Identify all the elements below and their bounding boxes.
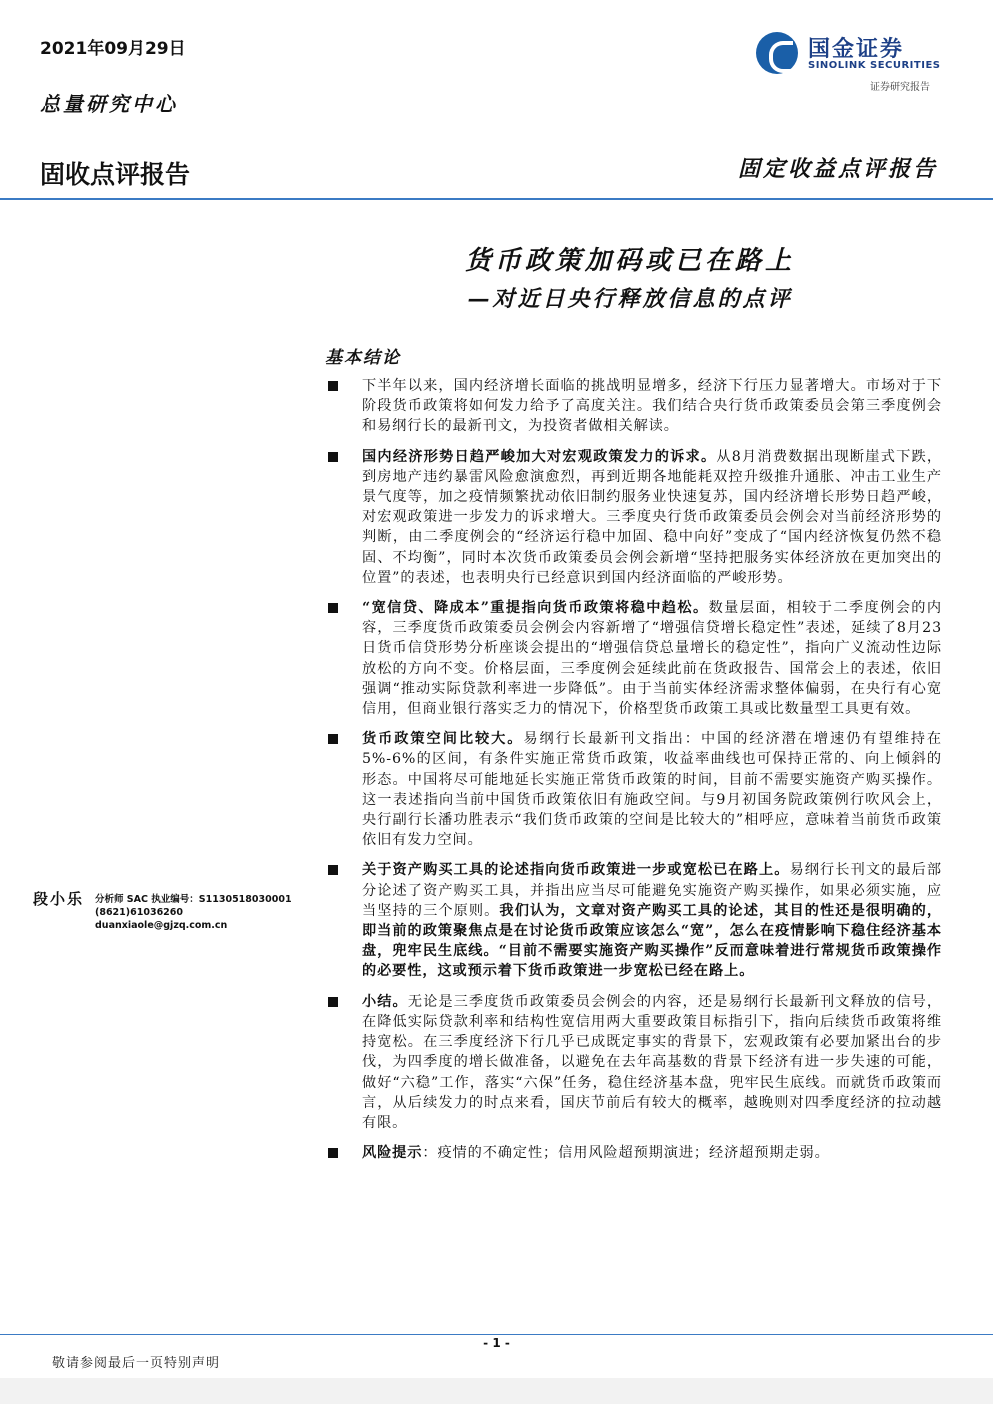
- page-subtitle: —对近日央行释放信息的点评: [467, 286, 793, 312]
- bullet-lead: 国内经济形势日趋严峻加大对宏观政策发力的诉求。: [362, 448, 717, 465]
- analyst-name: 段小乐: [33, 890, 85, 908]
- bullet-text: 易纲行长刊文的最后部分论述了资产购买工具，并指出应当尽可能避免实施资产购买操作，如果必须实施，应当坚持的三个原则。: [362, 862, 942, 919]
- bullet-text: 下半年以来，国内经济增长面临的挑战明显增多，经济下行压力显著增大。市场对于下阶段货币政策将如何发力给予了高度关注。我们结合央行货币政策委员会第三季度例会和易纲行长的最新刊文，为投资者做相关解读。: [362, 378, 942, 435]
- analyst-license: 分析师 SAC 执业编号：S1130518030001: [95, 894, 292, 905]
- report-type-label: 固收点评报告: [40, 160, 191, 189]
- list-item: [326, 376, 942, 437]
- research-center-name: 总量研究中心: [40, 92, 178, 116]
- list-item: [326, 860, 942, 981]
- conclusion-list: [326, 376, 942, 1173]
- bullet-text: 无论是三季度货币政策委员会例会的内容，还是易纲行长最新刊文释放的信号，在降低实际贷款利率和结构性宽信用两大重要政策目标指引下，指向后续货币政策将维持宽松。在三季度经济下行几乎已成既定事实的背景下，宏观政策有必要加紧出台的步伐，为四季度的增长做准备，以避免在去年高基数的背景下经济有进一步失速的可能，做好“六稳”工作，落实“六保”任务，稳住经济基本盘，兜牢民生底线。而就货币政策而言，从后续发力的时点来看，国庆节前后有较大的概率，越晚则对四季度经济的拉动越有限。: [362, 993, 942, 1131]
- footer-divider: [0, 1334, 993, 1335]
- list-item: [326, 1143, 942, 1163]
- page-title: 货币政策加码或已在路上: [464, 246, 795, 276]
- bullet-square-icon: [328, 452, 338, 462]
- list-item: [326, 992, 942, 1133]
- bullet-text: 数量层面，相较于二季度例会的内容，三季度货币政策委员会例会内容新增了“增强信贷增长稳定性”表述，延续了8月23日货币信贷形势分析座谈会提出的“增强信贷总量增长的稳定性”，指向广义流动性边际放松的方向不变。价格层面，三季度例会延续此前在货政报告、国常会上的表述，依旧强调“推动实际贷款利率进一步降低”。由于当前实体经济需求整体偏弱，在央行有心宽信用，但商业银行落实乏力的情况下，价格型货币政策工具或比数量型工具更有效。: [362, 600, 942, 718]
- bullet-square-icon: [328, 1148, 338, 1158]
- header-divider: [0, 198, 993, 200]
- page-number: - 1 -: [483, 1336, 510, 1350]
- bullet-square-icon: [328, 997, 338, 1007]
- bullet-square-icon: [328, 381, 338, 391]
- bullet-lead: 货币政策空间比较大。: [362, 731, 524, 748]
- logo-mark-icon: [756, 32, 798, 74]
- report-category-label: 固定收益点评报告: [737, 156, 938, 182]
- logo-subtitle: 证券研究报告: [870, 82, 930, 93]
- report-date: 2021年09月29日: [40, 39, 186, 59]
- bullet-text: 易纲行长最新刊文指出：中国的经济潜在增速仍有望维持在5%-6%的区间，有条件实施正常货币政策，收益率曲线也可保持正常的、向上倾斜的形态。中国将尽可能地延长实施正常货币政策的时间，目前不需要实施资产购买操作。这一表述指向当前中国货币政策依旧有施政空间。与9月初国务院政策例行吹风会上，央行副行长潘功胜表示“我们货币政策的空间是比较大的”相呼应，意味着当前货币政策依旧有发力空间。: [362, 731, 942, 849]
- bullet-bold-tail: 我们认为，文章对资产购买工具的论述，其目的性还是很明确的，即当前的政策聚焦点是在讨论货币政策应该怎么“宽”，怎么在疫情影响下稳住经济基本盘，兜牢民生底线。“目前不需要实施资产购买操作”反而意味着进行常规货币政策操作的必要性，这或预示着下货币政策进一步宽松已经在路上。: [362, 902, 942, 980]
- list-item: [326, 447, 942, 588]
- footer-band: [0, 1378, 993, 1404]
- bullet-text: ：疫情的不确定性；信用风险超预期演进；经济超预期走弱。: [422, 1145, 830, 1162]
- company-logo: [756, 32, 946, 76]
- logo-chinese-name: 国金证券: [808, 37, 905, 62]
- analyst-info: [95, 893, 292, 932]
- bullet-square-icon: [328, 603, 338, 613]
- list-item: [326, 598, 942, 719]
- footer-disclaimer: 敬请参阅最后一页特别声明: [52, 1356, 221, 1371]
- logo-english-name: SINOLINK SECURITIES: [808, 60, 941, 71]
- section-heading: 基本结论: [325, 348, 401, 368]
- bullet-square-icon: [328, 734, 338, 744]
- bullet-text: 从8月消费数据出现断崖式下跌，到房地产违约暴雷风险愈演愈烈，再到近期各地能耗双控升级推升通胀、冲击工业生产景气度等，加之疫情频繁扰动依旧制约服务业快速复苏，国内经济增长形势日趋严峻，对宏观政策进一步发力的诉求增大。三季度央行货币政策委员会例会对当前经济形势的判断，由二季度例会的“经济运行稳中加固、稳中向好”变成了“国内经济恢复仍然不稳固、不均衡”，同时本次货币政策委员会例会新增“坚持把服务实体经济放在更加突出的位置”的表述，也表明央行已经意识到国内经济面临的严峻形势。: [362, 448, 943, 586]
- list-item: [326, 729, 942, 850]
- bullet-lead: 小结。: [362, 993, 408, 1010]
- analyst-email[interactable]: duanxiaole@gjzq.com.cn: [95, 920, 228, 931]
- bullet-lead: “宽信贷、降成本”重提指向货币政策将稳中趋松。: [362, 600, 709, 617]
- bullet-lead: 风险提示: [362, 1145, 423, 1162]
- bullet-square-icon: [328, 865, 338, 875]
- bullet-lead: 关于资产购买工具的论述指向货币政策进一步或宽松已在路上。: [362, 862, 790, 879]
- analyst-phone: (8621)61036260: [95, 907, 184, 918]
